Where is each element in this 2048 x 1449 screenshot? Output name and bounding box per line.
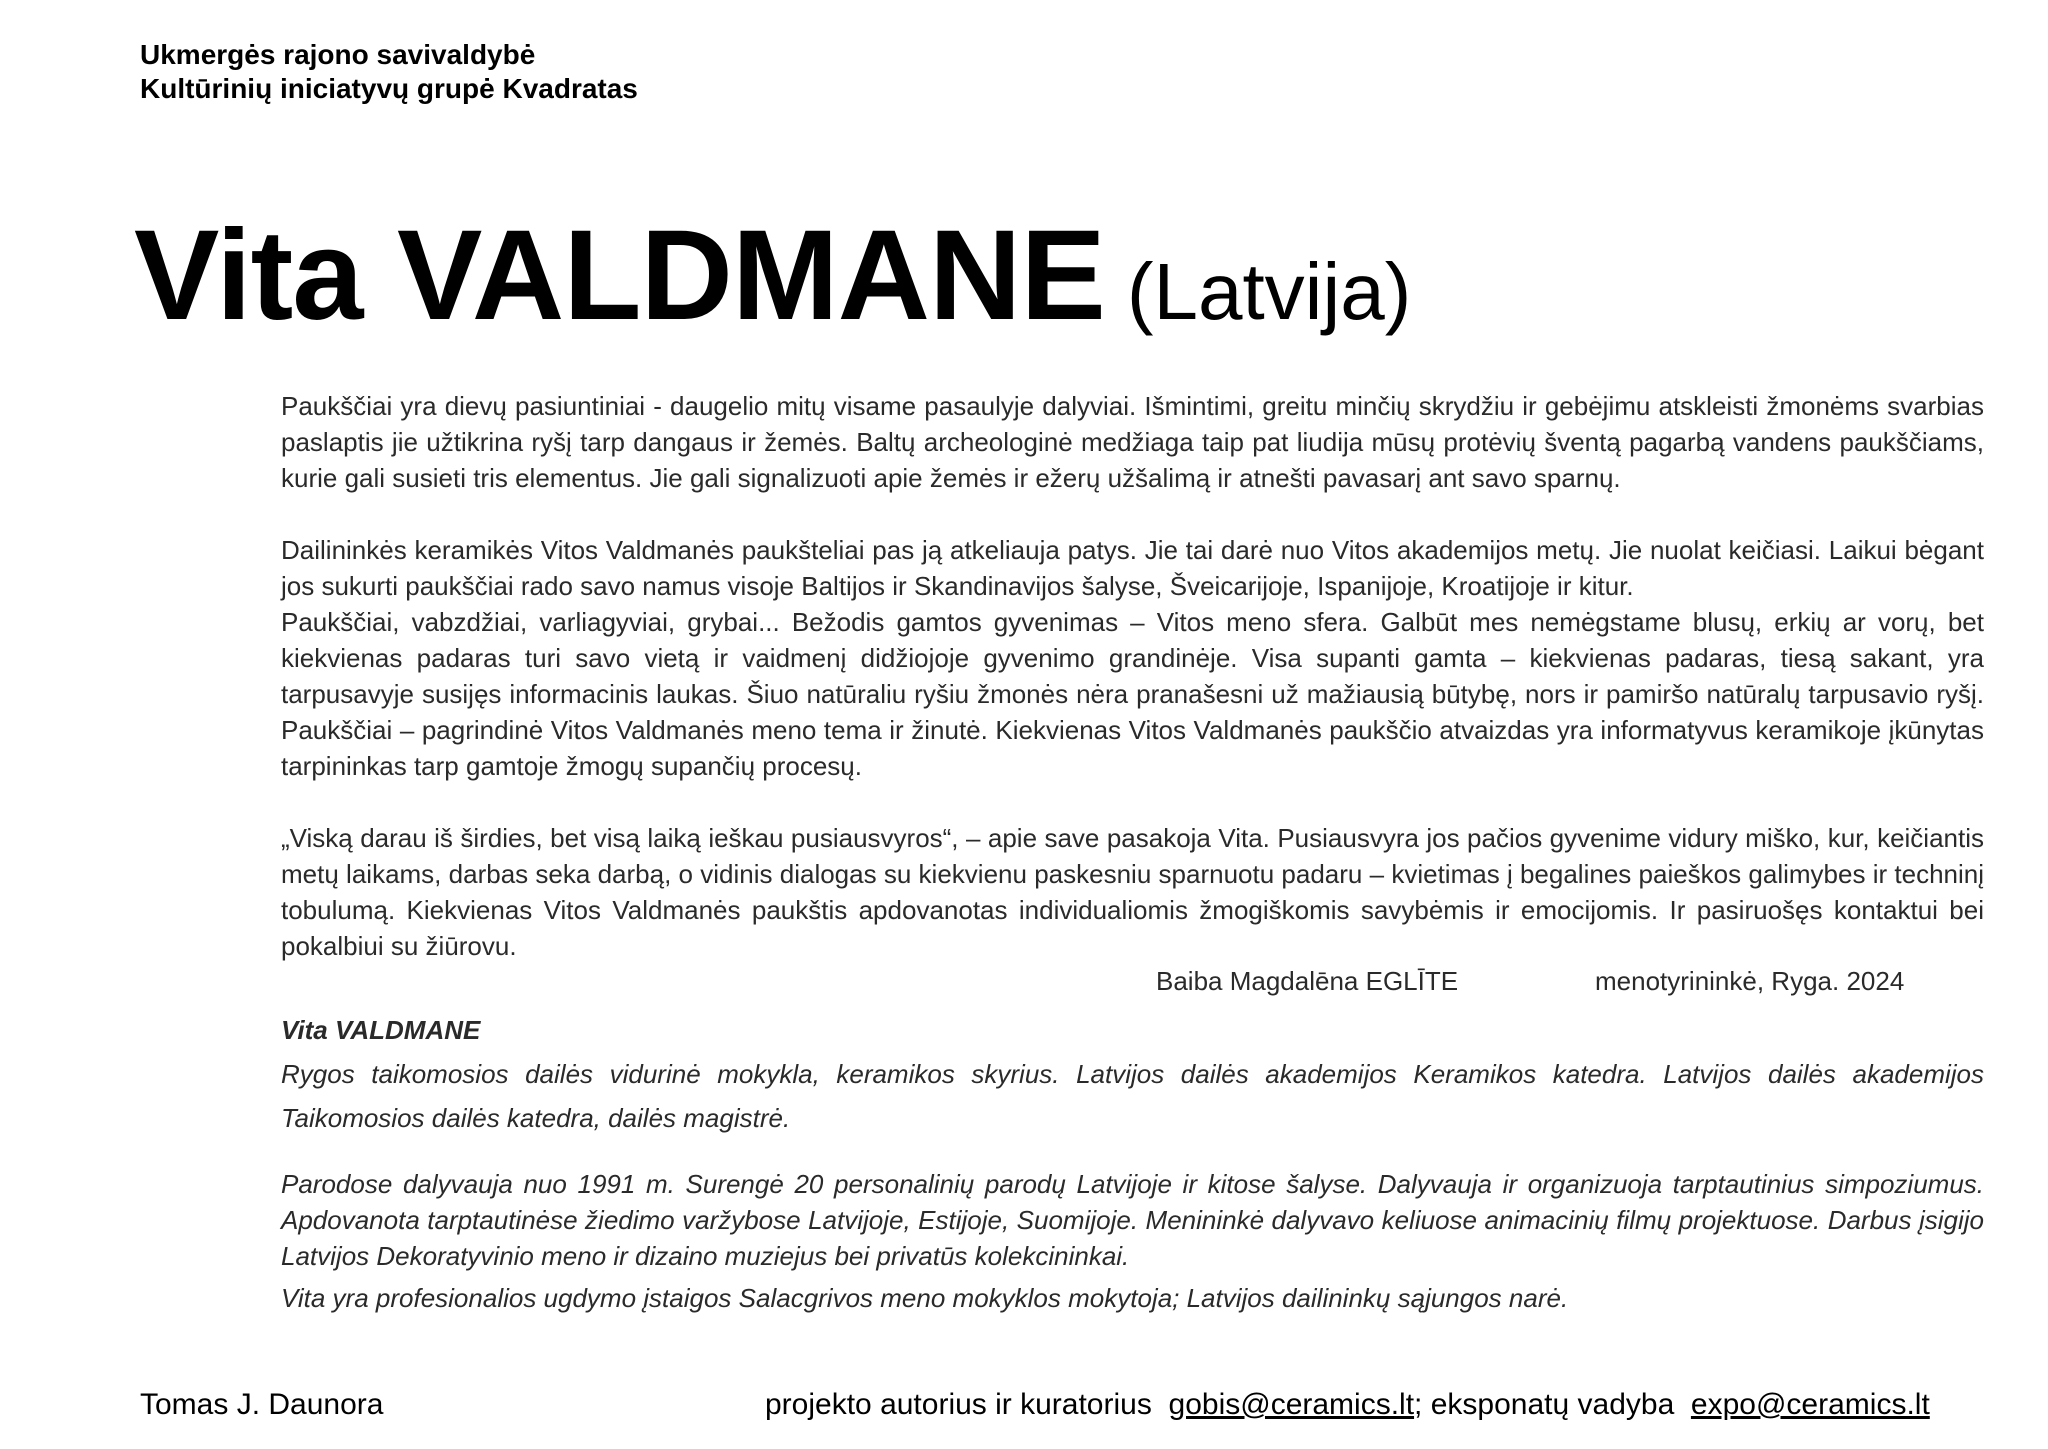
- artist-country: (Latvija): [1126, 247, 1412, 336]
- bio-text: Parodose dalyvauja nuo 1991 m. Surengė 20 personalinių parodų Latvijoje ir kitose šalyse. Dalyvauja ir organizuoja tarptautinius simpoziumus. Apdovanota tarptautinėse žiedimo varžybose Latvijoje, Estijoje, Suomijoje. Menininkė dalyvavo keliuose animacinių filmų projektuose. Darbus įsigijo Latvijos Dekoratyvinio meno ir dizaino muziejus bei privatūs kolekcininkai.: [281, 1169, 1984, 1271]
- organizer-line-1: Ukmergės rajono savivaldybė: [140, 39, 536, 70]
- paragraph-text: „Viską darau iš širdies, bet visą laiką ieškau pusiausvyros“, – apie save pasakoja Vita. Pusiausvyra jos pačios gyvenime vidury miško, kur, keičiantis metų laikams, darbas seka darbą, o vidinis dialogas su kiekvienu paskesniu sparnuotu padaru – kvietimas į begalines paieškos galimybes ir techninį tobulumą. Kiekvienas Vitos Valdmanės paukštis apdovanotas individualiomis žmogiškomis savybėmis ir emocijomis. Ir pasiruošęs kontaktui bei pokalbiui su žiūrovu.: [281, 823, 1984, 961]
- curator-role: projekto autorius ir kuratorius: [765, 1388, 1152, 1421]
- article-paragraph-2: [281, 532, 1984, 784]
- organizer-line-2: Kultūrinių iniciatyvų grupė Kvadratas: [140, 73, 638, 104]
- paragraph-text: Dailininkės keramikės Vitos Valdmanės paukšteliai pas ją atkeliauja patys. Jie tai darė nuo Vitos akademijos metų. Jie nuolat keičiasi. Laikui bėgant jos sukurti paukščiai rado savo namus visoje Baltijos ir Skandinavijos šalyse, Šveicarijoje, Ispanijoje, Kroatijoje ir kitur.: [281, 535, 1984, 601]
- artist-name: Vita VALDMANE: [134, 204, 1105, 347]
- organizer-header: [140, 38, 638, 106]
- author-name: Baiba Magdalēna EGLĪTE: [1156, 966, 1459, 996]
- bio-name: Vita VALDMANE: [281, 1015, 481, 1045]
- bio-text: Rygos taikomosios dailės vidurinė mokykla, keramikos skyrius. Latvijos dailės akademijos Keramikos katedra. Latvijos dailės akademijos Taikomosios dailės katedra, dailės magistrė.: [281, 1059, 1984, 1133]
- exhibits-email-link[interactable]: expo@ceramics.lt: [1690, 1388, 1930, 1421]
- bio-education: [281, 1052, 1984, 1140]
- exhibits-label: eksponatų vadyba: [1430, 1388, 1675, 1421]
- page-title: [134, 204, 1412, 347]
- curator-email-link[interactable]: gobis@ceramics.lt: [1168, 1388, 1415, 1421]
- bio-exhibitions: [281, 1166, 1984, 1274]
- author-role: menotyrininkė, Ryga. 2024: [1595, 966, 1905, 996]
- paragraph-text: Paukščiai, vabzdžiai, varliagyviai, grybai... Bežodis gamtos gyvenimas – Vitos meno sfera. Galbūt mes nemėgstame blusų, erkių ar vorų, bet kiekvienas padaras turi savo vietą ir vaidmenį didžiojoje gyvenimo grandinėje. Visa supanti gamta – kiekvienas padaras, tiesą sakant, yra tarpusavyje susijęs informacinis laukas. Šiuo natūraliu ryšiu žmonės nėra pranašesni už mažiausią būtybę, nors ir pamiršo natūralų tarpusavio ryšį. Paukščiai – pagrindinė Vitos Valdmanės meno tema ir žinutė. Kiekvienas Vitos Valdmanės paukščio atvaizdas yra informatyvus keramikoje įkūnytas tarpininkas tarp gamtoje žmogų supančių procesų.: [281, 607, 1984, 781]
- article-paragraph-3: [281, 820, 1984, 964]
- bio-teacher: [281, 1280, 1984, 1316]
- contact-separator: ;: [1414, 1388, 1423, 1421]
- curator-name: Tomas J. Daunora: [140, 1388, 384, 1421]
- article-paragraph-1: [281, 388, 1984, 496]
- paragraph-text: Paukščiai yra dievų pasiuntiniai - daugelio mitų visame pasaulyje dalyviai. Išmintimi, greitu minčių skrydžiu ir gebėjimu atskleisti žmonėms svarbias paslaptis jie užtikrina ryšį tarp dangaus ir žemės. Baltų archeologinė medžiaga taip pat liudija mūsų protėvių šventą pagarbą vandens paukščiams, kurie gali susieti tris elementus. Jie gali signalizuoti apie žemės ir ežerų užšalimą ir atnešti pavasarį ant savo sparnų.: [281, 391, 1984, 493]
- bio-text: Vita yra profesionalios ugdymo įstaigos Salacgrivos meno mokyklos mokytoja; Latvijos dailininkų sąjungos narė.: [281, 1283, 1569, 1313]
- footer-contacts: [765, 1388, 1930, 1422]
